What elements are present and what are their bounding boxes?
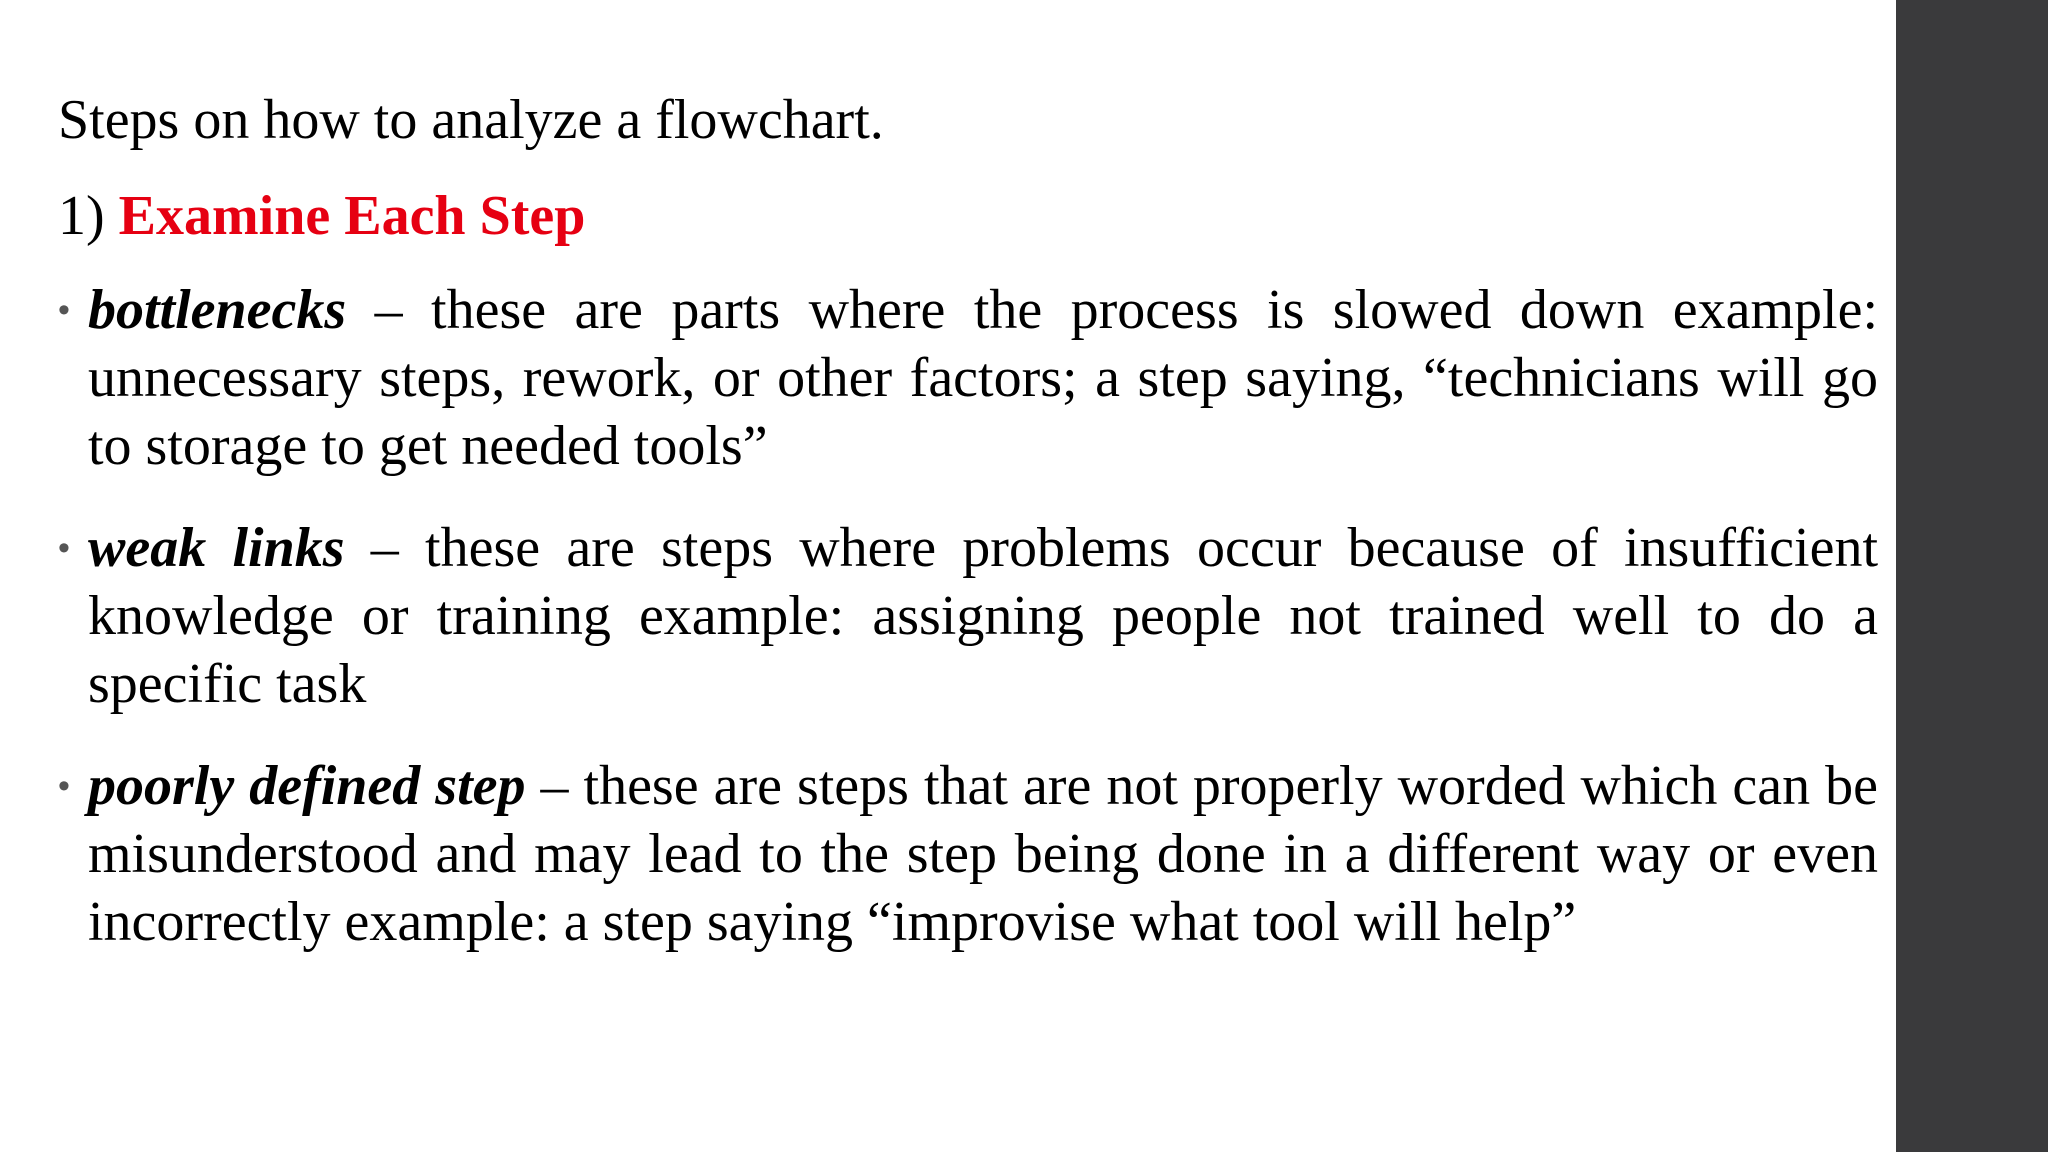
bullet-text: – these are steps that are not properly worded which can be misunderstood and may lead to the step being done in a different way or even incorrectly example: a step saying “improvise what tool will help”	[88, 755, 1878, 953]
bullet-text: – these are steps where problems occur because of insufficient knowledge or training example: assigning people not trained well to do a specific task	[88, 517, 1878, 715]
bullet-term: weak links	[88, 517, 345, 579]
bullet-term: bottlenecks	[88, 279, 347, 341]
step-heading	[58, 176, 1878, 256]
bullet-item-bottlenecks	[58, 276, 1878, 480]
bullet-text: – these are parts where the process is slowed down example: unnecessary steps, rework, or other factors; a step saying, “technicians will go to storage to get needed tools”	[88, 279, 1878, 477]
bullet-item-poorly-defined-step	[58, 752, 1878, 956]
bullet-icon: •	[58, 767, 70, 805]
bullet-icon: •	[58, 291, 70, 329]
right-sidebar-bar	[1896, 0, 2048, 1152]
step-title: Examine Each Step	[118, 185, 586, 247]
slide-heading: Steps on how to analyze a flowchart.	[58, 89, 884, 151]
bullet-term: poorly defined step	[88, 755, 526, 817]
bullet-item-weak-links	[58, 514, 1878, 718]
step-number: 1)	[58, 185, 105, 247]
slide-content	[58, 80, 1878, 956]
bullet-icon: •	[58, 529, 70, 567]
